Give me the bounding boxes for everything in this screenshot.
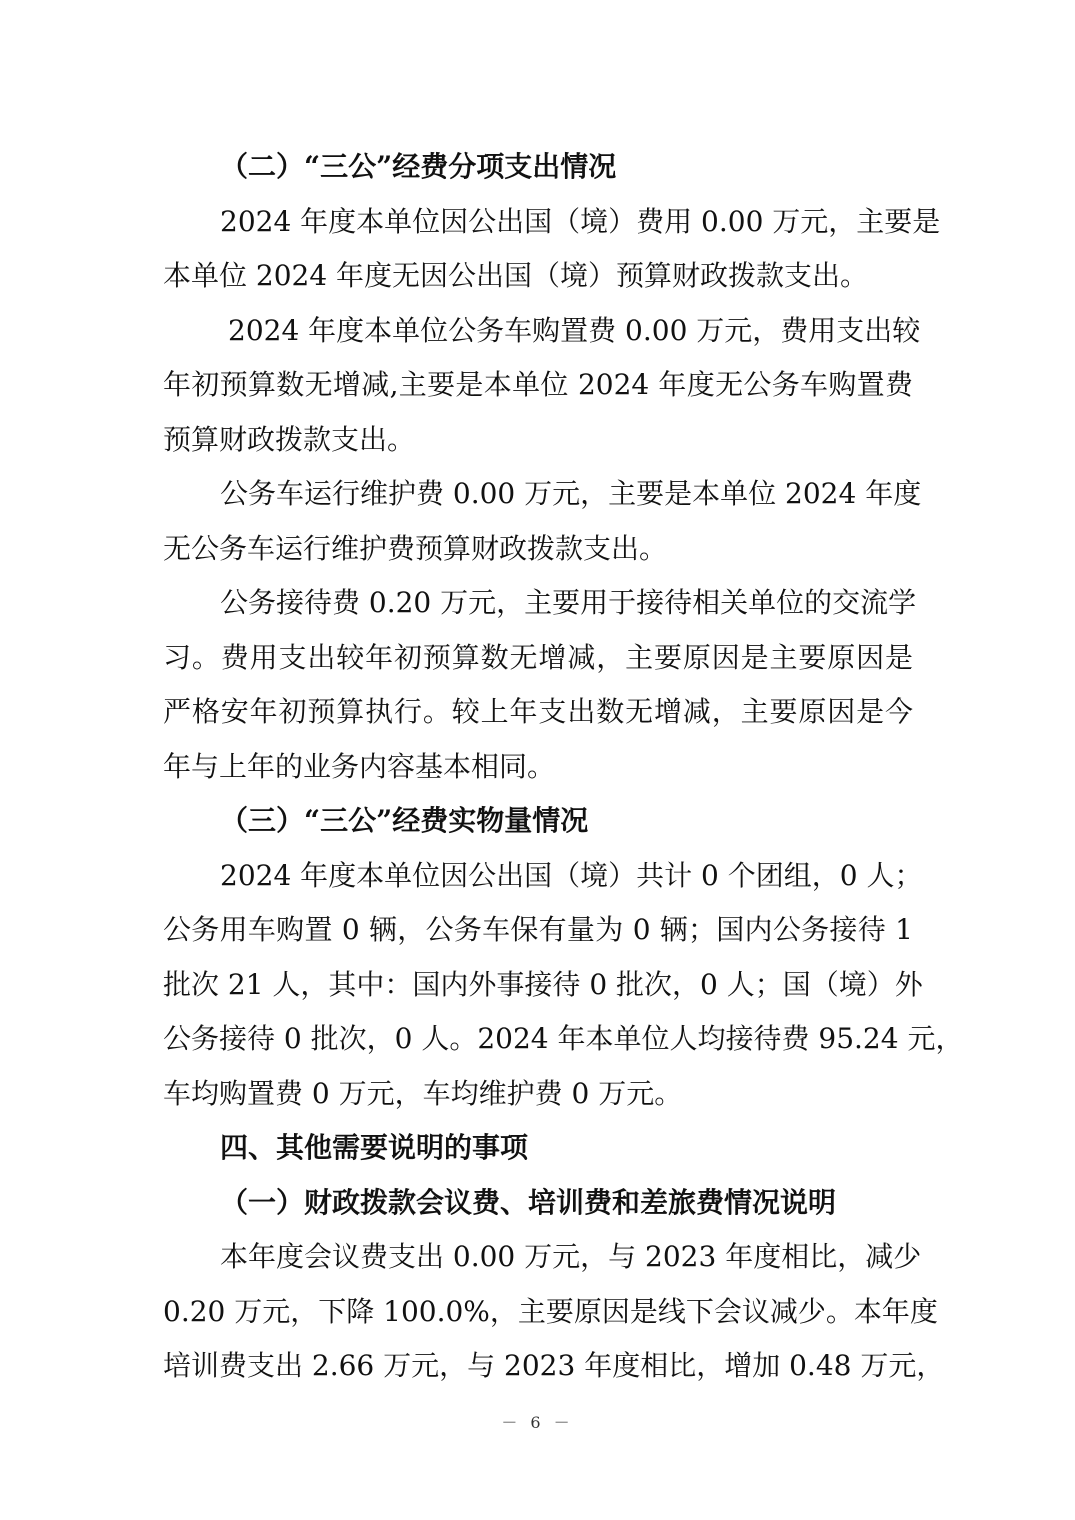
page-number: － 6 － xyxy=(501,1413,574,1432)
paragraph-line: 公务接待 0 批次，0 人。2024 年本单位人均接待费 95.24 元， xyxy=(163,1022,964,1055)
section-heading-other-matters: 四、其他需要说明的事项 xyxy=(220,1131,529,1164)
document-body xyxy=(163,140,964,1394)
paragraph-line: 2024 年度本单位因公出国（境）共计 0 个团组，0 人； xyxy=(220,858,923,892)
paragraph-line: 车均购置费 0 万元，车均维护费 0 万元。 xyxy=(163,1076,683,1110)
paragraph-line: 严格安年初预算执行。较上年支出数无增减，主要原因是今 xyxy=(163,695,913,728)
paragraph-line: 公务车运行维护费 0.00 万元，主要是本单位 2024 年度 xyxy=(220,477,922,510)
paragraph-line: 本单位 2024 年度无因公出国（境）预算财政拨款支出。 xyxy=(163,259,869,292)
section-heading-physical-quantity: （三）“三公”经费实物量情况 xyxy=(220,804,589,837)
paragraph-line: 无公务车运行维护费预算财政拨款支出。 xyxy=(163,531,668,565)
paragraph-line: 公务接待费 0.20 万元，主要用于接待相关单位的交流学 xyxy=(220,586,917,619)
paragraph-line: 批次 21 人，其中：国内外事接待 0 批次，0 人；国（境）外 xyxy=(163,967,923,1001)
section-heading-meeting-training-travel: （一）财政拨款会议费、培训费和差旅费情况说明 xyxy=(220,1185,837,1219)
paragraph-line: 2024 年度本单位因公出国（境）费用 0.00 万元，主要是 xyxy=(220,204,941,238)
paragraph-line: 年与上年的业务内容基本相同。 xyxy=(163,749,556,783)
paragraph-line: 培训费支出 2.66 万元，与 2023 年度相比，增加 0.48 万元， xyxy=(163,1349,945,1382)
paragraph-line: 0.20 万元，下降 100.0%，主要原因是线下会议减少。本年度 xyxy=(163,1294,938,1328)
paragraph-line: 本年度会议费支出 0.00 万元，与 2023 年度相比，减少 xyxy=(220,1240,922,1273)
paragraph-line: 年初预算数无增减,主要是本单位 2024 年度无公务车购置费 xyxy=(163,368,913,401)
section-heading-three-public-items: （二）“三公”经费分项支出情况 xyxy=(220,150,617,183)
paragraph-line: 公务用车购置 0 辆，公务车保有量为 0 辆；国内公务接待 1 xyxy=(163,913,913,946)
paragraph-line: 2024 年度本单位公务车购置费 0.00 万元，费用支出较 xyxy=(228,313,921,347)
paragraph-line: 习。费用支出较年初预算数无增减，主要原因是主要原因是 xyxy=(163,640,913,674)
paragraph-line: 预算财政拨款支出。 xyxy=(163,422,416,456)
